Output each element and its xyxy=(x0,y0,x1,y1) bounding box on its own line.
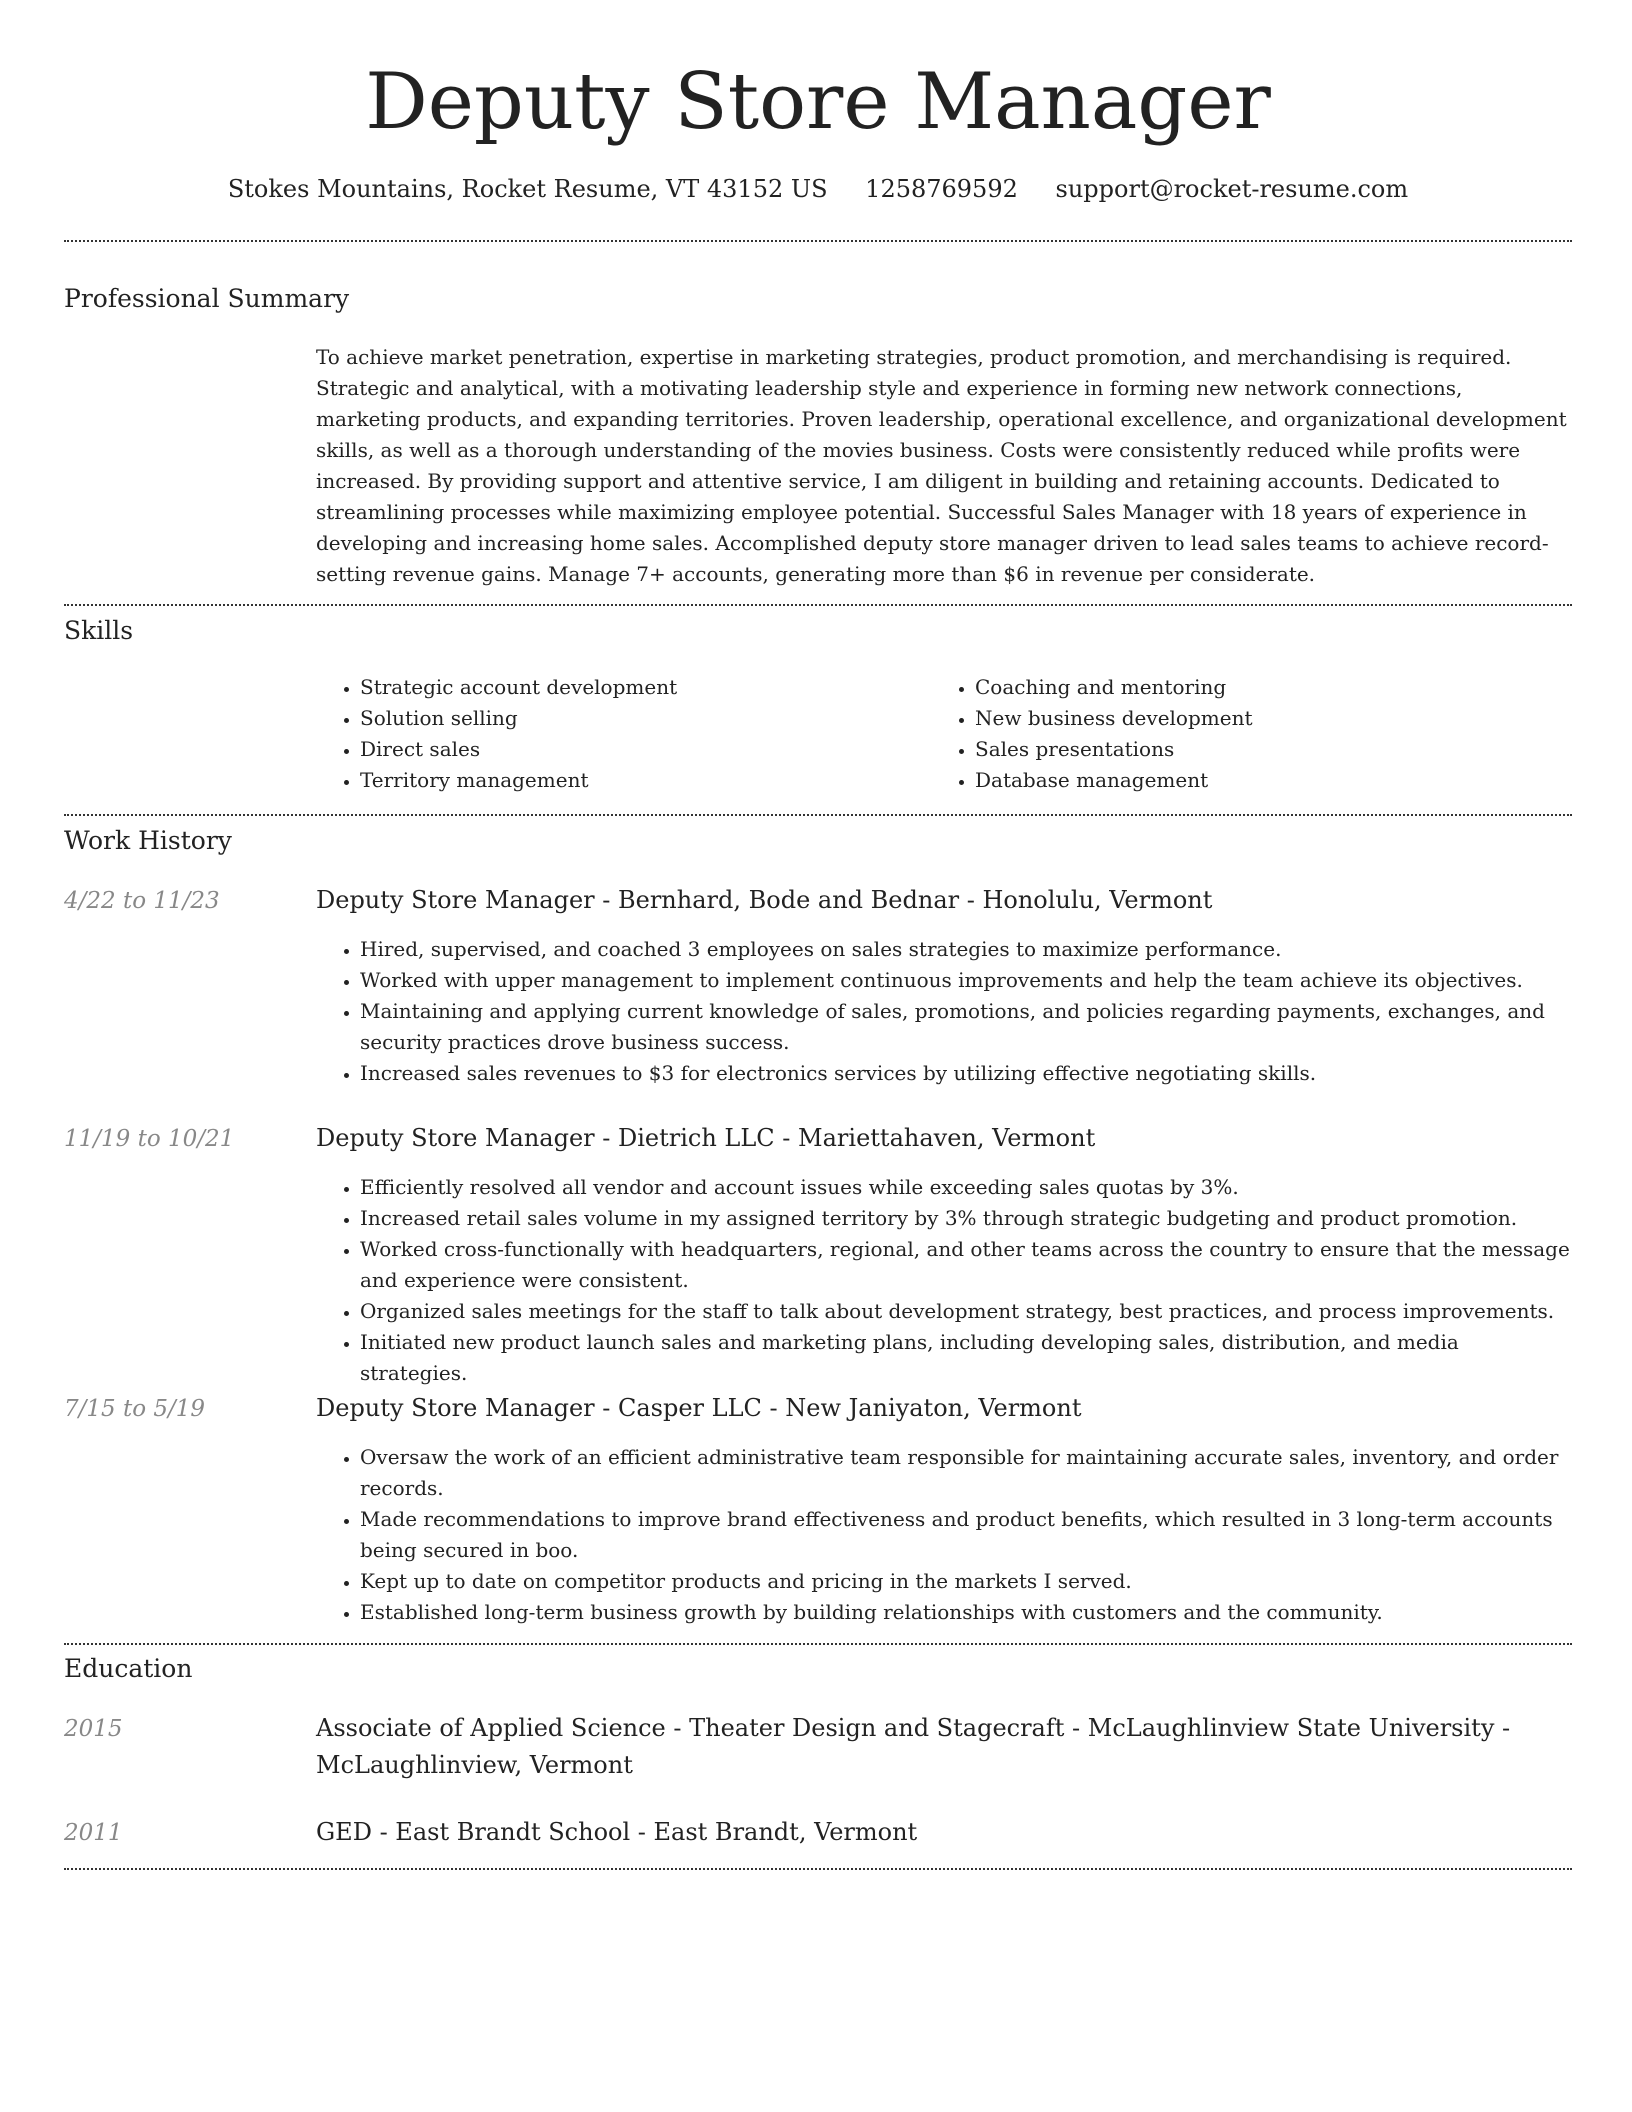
job-dates: 7/15 to 5/19 xyxy=(64,1396,206,1422)
job-bullet: • Oversaw the work of an efficient administrative team responsible for maintaining accurate sales, inventory, and order records. xyxy=(360,1442,1572,1504)
education-year: 2015 xyxy=(64,1716,123,1742)
skill-item: • New business development xyxy=(975,703,1531,734)
job-bullet: • Worked cross-functionally with headquarters, regional, and other teams across the country to ensure that the message and experience were consistent. xyxy=(360,1234,1572,1296)
education-year: 2011 xyxy=(64,1820,123,1846)
skills-column-right xyxy=(931,672,1531,796)
divider xyxy=(64,1643,1572,1645)
job-bullet: • Organized sales meetings for the staff to talk about development strategy, best practices, and process improvements. xyxy=(360,1296,1572,1327)
job-bullet: • Kept up to date on competitor products and pricing in the markets I served. xyxy=(360,1566,1572,1597)
phone: 1258769592 xyxy=(865,175,1018,203)
job-heading: Deputy Store Manager - Dietrich LLC - Mariettahaven, Vermont xyxy=(316,1124,1096,1152)
summary-text: To achieve market penetration, expertise in marketing strategies, product promotion, and merchandising is required. Strategic and analytical, with a motivating leadership style and experience in forming new network connections, marketing products, and expanding territories. Proven leadership, operational excellence, and organizational development skills, as well as a thorough understanding of the movies business. Costs were consistently reduced while profits were increased. By providing support and attentive service, I am diligent in building and retaining accounts. Dedicated to streamlining processes while maximizing employee potential. Successful Sales Manager with 18 years of experience in developing and increasing home sales. Accomplished deputy store manager driven to lead sales teams to achieve record-setting revenue gains. Manage 7+ accounts, generating more than $6 in revenue per considerate. xyxy=(316,345,1567,586)
education-entry: Associate of Applied Science - Theater Design and Stagecraft - McLaughlinview State University - McLaughlinview, Vermont xyxy=(316,1714,1511,1779)
job-dates: 4/22 to 11/23 xyxy=(64,888,220,914)
job-bullet: • Established long-term business growth by building relationships with customers and the community. xyxy=(360,1597,1572,1628)
skill-item: • Direct sales xyxy=(360,734,916,765)
address: Stokes Mountains, Rocket Resume, VT 43152 US xyxy=(227,175,828,203)
job-bullet: • Efficiently resolved all vendor and account issues while exceeding sales quotas by 3%. xyxy=(360,1172,1572,1203)
divider xyxy=(64,814,1572,816)
job-bullet: • Worked with upper management to implement continuous improvements and help the team achieve its objectives. xyxy=(360,965,1572,996)
skills-column-left xyxy=(316,672,916,796)
section-title-education: Education xyxy=(64,1654,193,1683)
divider xyxy=(64,1868,1572,1870)
job-dates: 11/19 to 10/21 xyxy=(64,1126,235,1152)
section-title-summary: Professional Summary xyxy=(64,284,350,313)
job-bullet: • Increased retail sales volume in my assigned territory by 3% through strategic budgeting and product promotion. xyxy=(360,1203,1572,1234)
job-bullet: • Maintaining and applying current knowledge of sales, promotions, and policies regarding payments, exchanges, and security practices drove business success. xyxy=(360,996,1572,1058)
divider xyxy=(64,240,1572,242)
job-bullets xyxy=(316,934,1572,1089)
job-heading: Deputy Store Manager - Casper LLC - New Janiyaton, Vermont xyxy=(316,1394,1082,1422)
skill-item: • Strategic account development xyxy=(360,672,916,703)
job-bullet: • Hired, supervised, and coached 3 employees on sales strategies to maximize performance. xyxy=(360,934,1572,965)
job-bullet: • Made recommendations to improve brand effectiveness and product benefits, which resulted in 3 long-term accounts being secured in boo. xyxy=(360,1504,1572,1566)
job-bullets xyxy=(316,1172,1572,1389)
job-bullet: • Increased sales revenues to $3 for electronics services by utilizing effective negotiating skills. xyxy=(360,1058,1572,1089)
skill-item: • Solution selling xyxy=(360,703,916,734)
job-bullet: • Initiated new product launch sales and marketing plans, including developing sales, distribution, and media strategies. xyxy=(360,1327,1572,1389)
education-entry: GED - East Brandt School - East Brandt, Vermont xyxy=(316,1818,918,1846)
contact-line xyxy=(64,172,1572,206)
section-title-skills: Skills xyxy=(64,616,134,645)
email: support@rocket-resume.com xyxy=(1055,175,1409,203)
skill-item: • Database management xyxy=(975,765,1531,796)
skill-item: • Sales presentations xyxy=(975,734,1531,765)
section-title-work: Work History xyxy=(64,826,232,855)
divider xyxy=(64,604,1572,606)
skill-item: • Coaching and mentoring xyxy=(975,672,1531,703)
skill-item: • Territory management xyxy=(360,765,916,796)
candidate-name: Deputy Store Manager xyxy=(365,57,1271,147)
job-heading: Deputy Store Manager - Bernhard, Bode and Bednar - Honolulu, Vermont xyxy=(316,886,1213,914)
job-bullets xyxy=(316,1442,1572,1628)
